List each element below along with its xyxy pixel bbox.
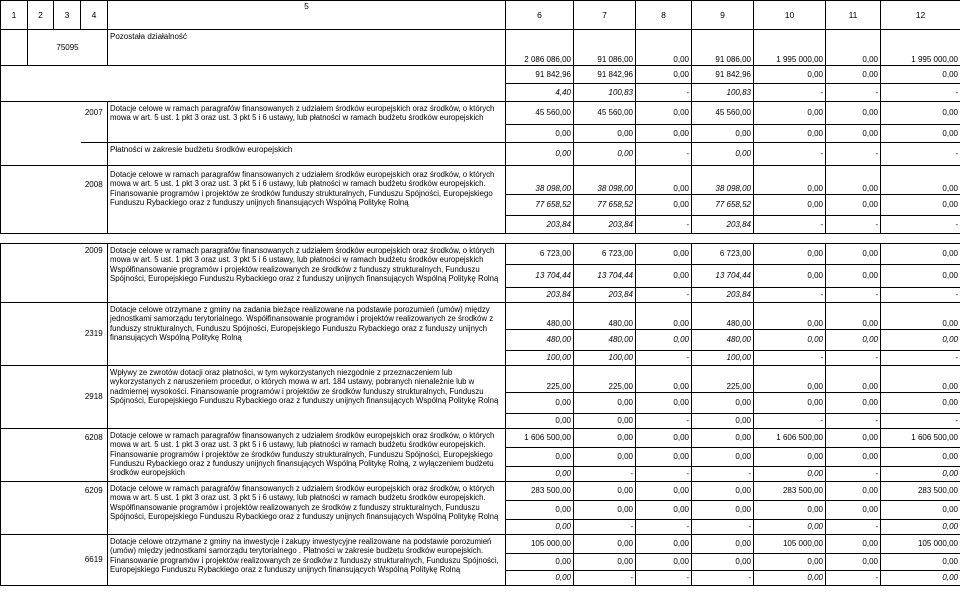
value-cell: 0,00	[826, 554, 881, 571]
value-cell: 0,00	[574, 535, 636, 554]
value-cell: 0,00	[754, 366, 826, 393]
table-row	[1, 30, 960, 66]
value-cell: 77 658,52	[574, 195, 636, 216]
paragraph-description: Dotacje celowe w ramach paragrafów finansowanych z udziałem środków europejskich oraz środków, o których mowa w art. 5 ust. 1 pkt 3 oraz ust. 3 pkt 5 i 6 ustawy, lub płatności w ramach budżetu środków europejskich Współfinansowanie programów i projektów realizowanych ze środków z funduszy strukturalnych, Funduszu Spójności, Europejskiego Funduszu Rybackiego oraz z funduszy unijnych finansujących Wspólną Politykę Rolną	[108, 244, 506, 303]
value-cell: 0,00	[826, 195, 881, 216]
paragraph-code: 2918	[81, 366, 108, 429]
value-cell: 0,00	[754, 244, 826, 265]
value-cell: 0,00	[692, 554, 754, 571]
value-cell: 0,00	[692, 393, 754, 414]
percent-cell: -	[636, 520, 692, 535]
value-cell: 480,00	[574, 303, 636, 330]
percent-cell: 100,83	[574, 84, 636, 102]
percent-cell: 0,00	[692, 143, 754, 166]
header-cell: 8	[636, 1, 692, 30]
value-cell: 0,00	[881, 448, 960, 467]
value-cell: 0,00	[881, 125, 960, 143]
value-cell: 0,00	[754, 554, 826, 571]
value-cell: 0,00	[881, 554, 960, 571]
paragraph-description: Dotacje celowe w ramach paragrafów finansowanych z udziałem środków europejskich oraz środków, o których mowa w art. 5 ust. 1 pkt 3 oraz ust. 3 pkt 5 i 6 ustawy, lub płatności w ramach budżetu środków europejskich	[108, 102, 506, 143]
value-cell: 6 723,00	[506, 244, 574, 265]
header-cell: 12	[881, 1, 960, 30]
value-cell: 0,00	[574, 125, 636, 143]
percent-cell: -	[636, 288, 692, 303]
percent-cell: 0,00	[881, 467, 960, 482]
value-cell: 0,00	[826, 265, 881, 288]
value-cell: 13 704,44	[506, 265, 574, 288]
percent-cell: 203,84	[506, 216, 574, 234]
percent-cell: 100,00	[692, 351, 754, 366]
percent-cell: -	[636, 143, 692, 166]
percent-cell: -	[754, 288, 826, 303]
table-row	[1, 429, 960, 448]
value-cell: 0,00	[692, 125, 754, 143]
percent-cell: -	[574, 571, 636, 586]
value-cell: 0,00	[826, 501, 881, 520]
header-cell: 1	[1, 1, 28, 30]
value-cell: 77 658,52	[692, 195, 754, 216]
value-cell: 105 000,00	[881, 535, 960, 554]
value-cell: 0,00	[826, 448, 881, 467]
value-cell: 0,00	[826, 66, 881, 84]
value-cell: 0,00	[881, 195, 960, 216]
paragraph-description: Dotacje celowe otrzymane z gminy na zadania bieżące realizowane na podstawie porozumień (umów) między jednostkami samorządu terytorialnego. Współfinansowanie programów i projektów realizowanych ze środków z funduszy strukturalnych, Funduszu Spójności, Europejskiego Funduszu Rybackiego oraz z funduszy unijnych finansujących Wspólną Politykę Rolną	[108, 303, 506, 366]
value-cell: 0,00	[826, 429, 881, 448]
table-row	[1, 535, 960, 554]
value-cell: 0,00	[826, 125, 881, 143]
percent-cell: 0,00	[692, 414, 754, 429]
header-cell: 6	[506, 1, 574, 30]
percent-cell: -	[754, 351, 826, 366]
percent-cell: -	[692, 520, 754, 535]
value-cell: 225,00	[506, 366, 574, 393]
percent-cell: 0,00	[881, 520, 960, 535]
value-cell: 2 086 086,00	[506, 30, 574, 66]
percent-cell: -	[754, 143, 826, 166]
value-cell: 1 606 500,00	[506, 429, 574, 448]
percent-cell: -	[881, 84, 960, 102]
value-cell: 283 500,00	[506, 482, 574, 501]
value-cell: 0,00	[754, 166, 826, 195]
percent-cell: -	[636, 351, 692, 366]
value-cell: 0,00	[754, 448, 826, 467]
percent-cell: 100,83	[692, 84, 754, 102]
value-cell: 0,00	[636, 501, 692, 520]
value-cell: 0,00	[881, 166, 960, 195]
table-row	[1, 166, 960, 195]
paragraph-description: Dotacje celowe w ramach paragrafów finansowanych z udziałem środków europejskich oraz środków, o których mowa w art. 5 ust. 1 pkt 3 oraz ust. 3 pkt 5 i 6 ustawy, lub płatności w ramach budżetu środków europejskich. Finansowanie programów i projektów ze środków funduszy strukturalnych, Funduszu Spójności, Europejskiego Funduszu Rybackiego oraz z funduszy unijnych finansujących Wspólną Politykę Rolną, z wyłączeniem budżetu środków europejskich	[108, 429, 506, 482]
percent-cell: 0,00	[574, 414, 636, 429]
value-cell: 0,00	[826, 30, 881, 66]
percent-cell: -	[881, 288, 960, 303]
value-cell: 0,00	[574, 448, 636, 467]
percent-cell: -	[826, 414, 881, 429]
header-cell: 5	[108, 1, 506, 30]
value-cell: 45 560,00	[506, 102, 574, 125]
percent-cell: -	[636, 84, 692, 102]
value-cell: 77 658,52	[506, 195, 574, 216]
value-cell: 480,00	[692, 303, 754, 330]
percent-cell: 0,00	[506, 414, 574, 429]
value-cell: 480,00	[692, 330, 754, 351]
percent-cell: -	[881, 216, 960, 234]
header-row	[1, 1, 960, 30]
percent-cell: -	[754, 216, 826, 234]
value-cell: 0,00	[754, 393, 826, 414]
paragraph-description: Dotacje celowe w ramach paragrafów finansowanych z udziałem środków europejskich oraz środków, o których mowa w art. 5 ust. 1 pkt 3 oraz ust. 3 pkt 5 i 6 ustawy, lub płatności w ramach budżetu środków europejskich. Finansowanie programów i projektów ze środków funduszy strukturalnych, Funduszu Spójności, Europejskiego Funduszu Rybackiego oraz z funduszy unijnych finansujących Wspólną Politykę Rolną	[108, 166, 506, 234]
paragraph-code: 2009	[81, 244, 108, 303]
value-cell: 0,00	[692, 482, 754, 501]
percent-cell: 0,00	[574, 143, 636, 166]
value-cell: 0,00	[636, 244, 692, 265]
value-cell: 0,00	[692, 448, 754, 467]
value-cell: 6 723,00	[574, 244, 636, 265]
header-cell: 4	[81, 1, 108, 30]
value-cell: 0,00	[636, 429, 692, 448]
paragraph-description: Dotacje celowe w ramach paragrafów finansowanych z udziałem środków europejskich oraz środków, o których mowa w art. 5 ust. 1 pkt 3 oraz ust. 3 pkt 5 i 6 ustawy, lub płatności w ramach budżetu środków europejskich. Współfinansowanie programów i projektów realizowanych ze środków z funduszy strukturalnych, Funduszu Spójności, Europejskiego Funduszu Rybackiego oraz z funduszy unijnych finansujących Wspólną Politykę Rolną	[108, 482, 506, 535]
value-cell: 6 723,00	[692, 244, 754, 265]
value-cell: 0,00	[692, 535, 754, 554]
percent-cell: -	[826, 84, 881, 102]
percent-cell: 203,84	[506, 288, 574, 303]
table-row	[1, 303, 960, 330]
value-cell: 0,00	[636, 330, 692, 351]
value-cell: 0,00	[881, 303, 960, 330]
paragraph-description: Wpływy ze zwrotów dotacji oraz płatności, w tym wykorzystanych niezgodnie z przeznaczeniem lub wykorzystanych z naruszeniem procedur, o których mowa w art. 184 ustawy, pobranych nienależnie lub w nadmiernej wysokości. Finansowanie programów i projektów ze środków funduszy strukturalnych, Funduszu Spójności, Europejskiego Funduszu Rybackiego oraz z funduszy unijnych finansujących Wspólną Politykę Rolną	[108, 366, 506, 429]
value-cell: 0,00	[506, 554, 574, 571]
percent-cell: 0,00	[506, 143, 574, 166]
table-row	[1, 143, 960, 166]
value-cell: 0,00	[636, 393, 692, 414]
header-cell: 7	[574, 1, 636, 30]
percent-cell: 0,00	[754, 520, 826, 535]
value-cell: 0,00	[636, 195, 692, 216]
percent-cell: -	[881, 351, 960, 366]
value-cell: 0,00	[636, 102, 692, 125]
value-cell: 0,00	[636, 166, 692, 195]
value-cell: 0,00	[826, 102, 881, 125]
header-cell: 10	[754, 1, 826, 30]
percent-cell: 100,00	[506, 351, 574, 366]
percent-cell: -	[881, 143, 960, 166]
value-cell: 0,00	[881, 393, 960, 414]
value-cell: 0,00	[636, 535, 692, 554]
table-row	[1, 366, 960, 393]
value-cell: 0,00	[826, 535, 881, 554]
percent-cell: 0,00	[881, 571, 960, 586]
percent-cell: 0,00	[754, 467, 826, 482]
percent-cell: -	[754, 84, 826, 102]
percent-cell: 100,00	[574, 351, 636, 366]
value-cell: 0,00	[506, 393, 574, 414]
value-cell: 13 704,44	[574, 265, 636, 288]
table-row	[1, 482, 960, 501]
value-cell: 1 995 000,00	[881, 30, 960, 66]
value-cell: 0,00	[506, 125, 574, 143]
value-cell: 0,00	[881, 66, 960, 84]
value-cell: 0,00	[754, 66, 826, 84]
value-cell: 0,00	[826, 366, 881, 393]
value-cell: 1 606 500,00	[754, 429, 826, 448]
paragraph-code: 2007	[81, 102, 108, 143]
percent-cell: -	[826, 351, 881, 366]
value-cell: 0,00	[881, 366, 960, 393]
value-cell: 0,00	[636, 482, 692, 501]
value-cell: 91 086,00	[574, 30, 636, 66]
paragraph-code: 2319	[81, 303, 108, 366]
value-cell: 0,00	[754, 501, 826, 520]
value-cell: 91 842,96	[506, 66, 574, 84]
value-cell: 0,00	[826, 244, 881, 265]
table-row	[1, 84, 960, 102]
header-cell: 3	[54, 1, 81, 30]
value-cell: 480,00	[506, 303, 574, 330]
table-row	[1, 102, 960, 125]
percent-cell: 0,00	[506, 467, 574, 482]
value-cell: 0,00	[636, 303, 692, 330]
value-cell: 225,00	[574, 366, 636, 393]
value-cell: 0,00	[754, 102, 826, 125]
header-cell: 2	[28, 1, 54, 30]
percent-cell: -	[574, 520, 636, 535]
value-cell: 91 842,96	[574, 66, 636, 84]
percent-cell: -	[692, 571, 754, 586]
table-row	[1, 244, 960, 265]
value-cell: 0,00	[881, 265, 960, 288]
value-cell: 38 098,00	[506, 166, 574, 195]
value-cell: 0,00	[636, 30, 692, 66]
value-cell: 0,00	[506, 448, 574, 467]
percent-cell: -	[826, 571, 881, 586]
value-cell: 0,00	[574, 554, 636, 571]
value-cell: 0,00	[881, 244, 960, 265]
value-cell: 105 000,00	[506, 535, 574, 554]
value-cell: 480,00	[506, 330, 574, 351]
value-cell: 283 500,00	[881, 482, 960, 501]
percent-cell: 203,84	[574, 216, 636, 234]
value-cell: 1 606 500,00	[881, 429, 960, 448]
value-cell: 0,00	[754, 330, 826, 351]
percent-cell: -	[881, 414, 960, 429]
percent-cell: -	[826, 143, 881, 166]
value-cell: 0,00	[636, 366, 692, 393]
value-cell: 0,00	[636, 448, 692, 467]
value-cell: 0,00	[754, 125, 826, 143]
value-cell: 0,00	[692, 429, 754, 448]
value-cell: 91 842,96	[692, 66, 754, 84]
value-cell: 0,00	[754, 265, 826, 288]
chapter-name: Pozostała działalność	[108, 30, 506, 66]
value-cell: 0,00	[636, 125, 692, 143]
value-cell: 0,00	[754, 303, 826, 330]
header-cell: 9	[692, 1, 754, 30]
percent-cell: 0,00	[506, 571, 574, 586]
header-cell: 11	[826, 1, 881, 30]
percent-cell: -	[826, 467, 881, 482]
percent-cell: 0,00	[754, 571, 826, 586]
value-cell: 45 560,00	[692, 102, 754, 125]
percent-cell: -	[826, 216, 881, 234]
value-cell: 0,00	[826, 330, 881, 351]
value-cell: 0,00	[826, 303, 881, 330]
value-cell: 0,00	[826, 166, 881, 195]
percent-cell: -	[636, 571, 692, 586]
value-cell: 105 000,00	[754, 535, 826, 554]
value-cell: 91 086,00	[692, 30, 754, 66]
value-cell: 0,00	[826, 482, 881, 501]
value-cell: 0,00	[881, 501, 960, 520]
percent-cell: -	[636, 467, 692, 482]
paragraph-code: 6208	[81, 429, 108, 482]
chapter-code: 75095	[28, 30, 108, 66]
percent-cell: 203,84	[692, 288, 754, 303]
percent-cell: -	[826, 288, 881, 303]
value-cell: 0,00	[826, 393, 881, 414]
percent-cell: -	[692, 467, 754, 482]
value-cell: 0,00	[692, 501, 754, 520]
value-cell: 0,00	[574, 429, 636, 448]
paragraph-code: 2008	[81, 166, 108, 234]
value-cell: 0,00	[506, 501, 574, 520]
value-cell: 480,00	[574, 330, 636, 351]
value-cell: 0,00	[574, 393, 636, 414]
percent-cell: -	[636, 216, 692, 234]
value-cell: 0,00	[636, 554, 692, 571]
value-cell: 0,00	[636, 265, 692, 288]
value-cell: 0,00	[881, 330, 960, 351]
percent-cell: -	[636, 414, 692, 429]
percent-cell: 203,84	[692, 216, 754, 234]
value-cell: 38 098,00	[574, 166, 636, 195]
value-cell: 225,00	[692, 366, 754, 393]
table-row	[1, 66, 960, 84]
paragraph-description: Dotacje celowe otrzymane z gminy na inwestycje i zakupy inwestycyjne realizowane na podstawie porozumień (umów) między jednostkami samorządu terytorialnego . Płatności w zakresie budżetu środków europejskich. Finansowanie programów i projektów realizowanych ze środków z funduszy strukturalnych, Funduszu Spójności, Europejskiego Funduszu Rybackiego oraz z funduszy unijnych finansujących Wspólną Politykę Rolną	[108, 535, 506, 586]
value-cell: 13 704,44	[692, 265, 754, 288]
percent-cell: -	[754, 414, 826, 429]
percent-cell: 0,00	[506, 520, 574, 535]
percent-cell: -	[826, 520, 881, 535]
value-cell: 283 500,00	[754, 482, 826, 501]
percent-cell: 4,40	[506, 84, 574, 102]
value-cell: 0,00	[574, 501, 636, 520]
percent-cell: -	[574, 467, 636, 482]
paragraph-code: 6209	[81, 482, 108, 535]
value-cell: 0,00	[636, 66, 692, 84]
value-cell: 0,00	[754, 195, 826, 216]
paragraph-code: 6619	[81, 535, 108, 586]
subrow-label: Płatności w zakresie budżetu środków europejskich	[108, 143, 506, 166]
value-cell: 0,00	[574, 482, 636, 501]
percent-cell: 203,84	[574, 288, 636, 303]
value-cell: 0,00	[881, 102, 960, 125]
value-cell: 45 560,00	[574, 102, 636, 125]
value-cell: 38 098,00	[692, 166, 754, 195]
value-cell: 1 995 000,00	[754, 30, 826, 66]
